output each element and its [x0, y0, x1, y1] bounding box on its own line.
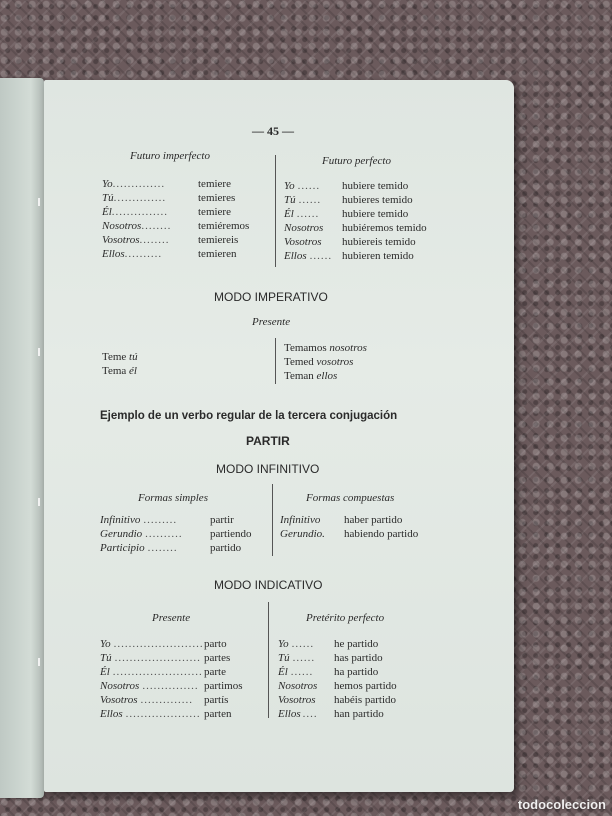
table-row: Gerundio .......... partiendo	[100, 528, 252, 540]
table-row: Él ............... temiere	[102, 206, 231, 218]
table-row: Él ...... ha partido	[278, 666, 379, 678]
book-page	[44, 80, 514, 792]
futuro-perfecto-heading: Futuro perfecto	[322, 155, 391, 167]
modo-imperativo-title: MODO IMPERATIVO	[214, 290, 328, 304]
presente-heading: Presente	[152, 612, 191, 624]
page-number: — 45 —	[252, 124, 294, 138]
column-divider	[272, 484, 273, 556]
column-divider	[275, 338, 276, 384]
table-row: Ellos .... han partido	[278, 708, 384, 720]
table-row: Yo ...... he partido	[278, 638, 379, 650]
imperativo-presente-heading: Presente	[252, 316, 291, 328]
table-row: Ellos .................... parten	[100, 708, 232, 720]
table-row: Vosotros habéis partido	[278, 694, 397, 706]
imperativo-row: Teman ellos	[284, 370, 338, 382]
imperativo-row: Tema él	[102, 365, 137, 377]
table-row: Yo ...... hubiere temido	[284, 180, 409, 192]
imperativo-row: Temamos nosotros	[284, 342, 367, 354]
table-row: Gerundio. habiendo partido	[280, 528, 419, 540]
imperativo-row: Teme tú	[102, 351, 138, 363]
watermark-logo: todocoleccion	[517, 797, 606, 812]
table-row: Ellos ...... hubieren temido	[284, 250, 414, 262]
table-row: Nosotros ............... partimos	[100, 680, 243, 692]
column-divider	[275, 155, 276, 267]
table-row: Nosotros hubiéremos temido	[284, 222, 427, 234]
table-row: Infinitivo ......... partir	[100, 514, 234, 526]
formas-simples-heading: Formas simples	[138, 492, 208, 504]
column-divider	[268, 602, 269, 718]
verb-title: PARTIR	[246, 434, 290, 448]
imperativo-row: Temed vosotros	[284, 356, 354, 368]
table-row: Él ........................ parte	[100, 666, 226, 678]
formas-compuestas-heading: Formas compuestas	[306, 492, 395, 504]
table-row: Tú ...... has partido	[278, 652, 383, 664]
table-row: Él ...... hubiere temido	[284, 208, 409, 220]
table-row: Nosotros ........ temiéremos	[102, 220, 250, 232]
table-row: Vosotros .............. partís	[100, 694, 229, 706]
table-row: Participio ........ partido	[100, 542, 242, 554]
modo-infinitivo-title: MODO INFINITIVO	[216, 462, 320, 476]
table-row: Nosotros hemos partido	[278, 680, 397, 692]
table-row: Vosotros hubiereis temido	[284, 236, 416, 248]
preterito-perfecto-heading: Pretérito perfecto	[306, 612, 385, 624]
futuro-imperfecto-heading: Futuro imperfecto	[130, 150, 210, 162]
table-row: Tú .............. temieres	[102, 192, 236, 204]
table-row: Yo .............. temiere	[102, 178, 231, 190]
modo-indicativo-title: MODO INDICATIVO	[214, 578, 323, 592]
table-row: Yo ........................ parto	[100, 638, 227, 650]
table-row: Tú ....................... partes	[100, 652, 231, 664]
table-row: Infinitivo haber partido	[280, 514, 403, 526]
left-page-edge	[0, 78, 44, 798]
example-heading: Ejemplo de un verbo regular de la tercera conjugación	[100, 410, 398, 422]
table-row: Tú ...... hubieres temido	[284, 194, 413, 206]
table-row: Vosotros ........ temiereis	[102, 234, 239, 246]
table-row: Ellos .......... temieren	[102, 248, 237, 260]
